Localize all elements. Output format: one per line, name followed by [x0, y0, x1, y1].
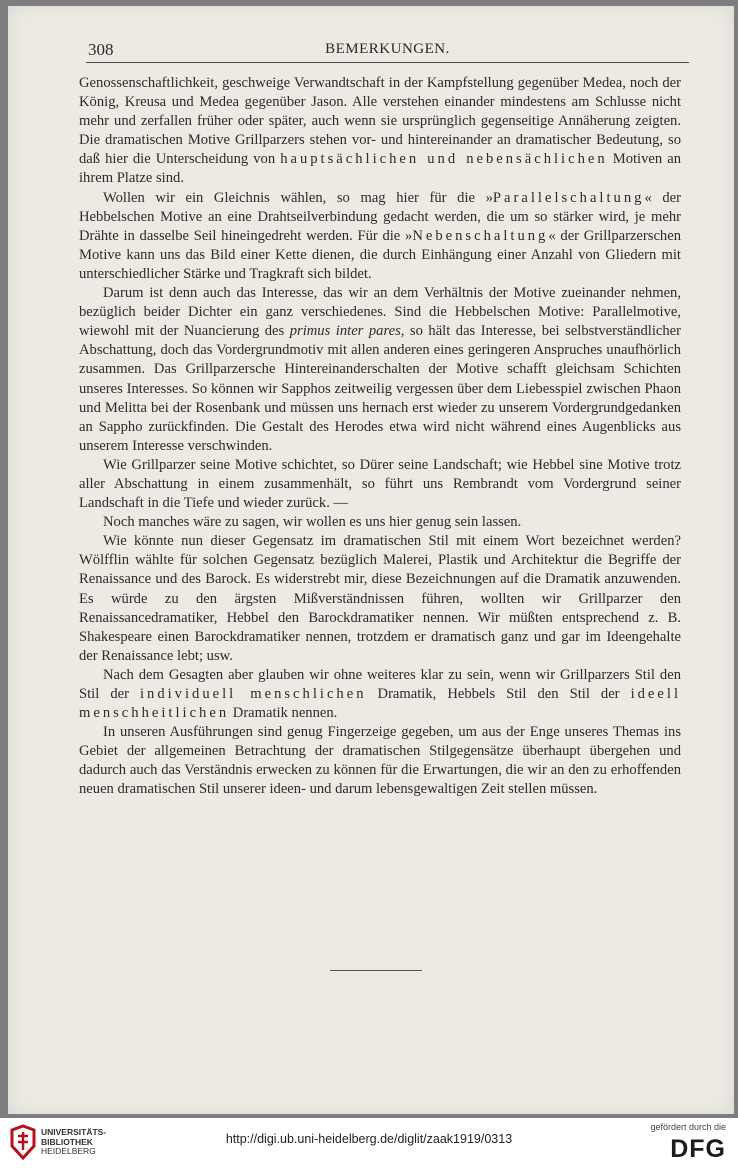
- paragraph-8: In unseren Ausführungen sind genug Fingerzeige gegeben, um aus der Enge unseres Themas ins Gebiet der allgemeinen Betrachtung der dramatischen Stilgegensätze überhaupt übergehen und dadurch auch das Verständnis erwecken zu können für die Erwartungen, die wir an den zu erhoffenden neuen dramatischen Stil unserer ideen- und darum lebensgewaltigen Zeit stellen müssen.: [79, 724, 681, 798]
- paragraph-6: Wie könnte nun dieser Gegensatz im dramatischen Stil mit einem Wort bezeichnet werden? Wölfflin wählte für solchen Gegensatz bezüglich Malerei, Plastik und Architektur die Begriffe der Renaissance und des Barock. Es widerstrebt mir, diese Bezeichnungen auf die Dramatik anzuwenden. Es würde zu den ärgsten Mißverständnissen führen, wollten wir Grillparzer den Renaissancedramatiker, Hebbel den Barockdramatiker nennen. Wir müßten entsprechend z. B. Shakespeare einen Barockdramatiker nennen, trotzdem er dramatisch ganz und gar im Ideengehalte der Renaissance lebt; usw.: [79, 533, 681, 664]
- page-number: 308: [88, 40, 114, 59]
- paragraph-3: Darum ist denn auch das Interesse, das wir an dem Verhältnis der Motive zueinander nehmen, bezüglich beider Dichter ein ganz verschiedenes. Sind die Hebbelschen Motive: Parallelmotive, wiewohl mit der Nuancierung des primus inter pares, so hält das Interesse, bei selbstverständlicher Abschattung, doch das Vordergrundmotiv mit allen anderen eines geringeren Anspruches unaufhörlich zusammen. Das Grillparzersche Hintereinanderschalten der Motive schafft gleichsam Schichten unseres Interesses. So können wir Sapphos zeitweilig vergessen über dem Liebesspiel zwischen Phaon und Melitta bei der Rosenbank und müssen uns hernach erst wieder zu unserem Vordergrundgedanken an Sappho zurückfinden. Die Gestalt des Herodes etwa wird nicht während eines Augenblicks aus unserem Interesse verschwinden.: [79, 285, 682, 454]
- funding-note: gefördert durch die: [650, 1122, 726, 1132]
- paragraph-4: Wie Grillparzer seine Motive schichtet, so Dürer seine Landschaft; wie Hebbel sine Motive trotz aller Abschattung in einem zusammenhält, so führt uns Rembrandt vom Vordergrund seiner Landschaft in die Tiefe und wieder zurück. —: [79, 456, 681, 512]
- library-name: UNIVERSITÄTS- BIBLIOTHEK HEIDELBERG: [41, 1127, 107, 1156]
- permalink-url[interactable]: http://digi.ub.uni-heidelberg.de/diglit/zaak1919/0313: [225, 1132, 513, 1146]
- paragraph-1: Genossenschaftlichkeit, geschweige Verwandtschaft in der Kampfstellung gegenüber Medea, noch der König, Kreusa und Medea gegenüber Jason. Alle verstehen einander mindestens am Schlusse nicht mehr und zerfallen früher oder später, auch wenn sie ursprünglich gegenseitige Annäherung zeigten. Die dramatischen Motive Grillparzers stehen vor- und hintereinander an dramatischer Bedeutung, so daß hier die Unterscheidung von hauptsächlichen und nebensächlichen Motiven an ihrem Platze sind.: [79, 75, 682, 187]
- viewer-footer: [0, 1118, 738, 1168]
- page-header: [86, 40, 689, 63]
- running-title: BEMERKUNGEN.: [325, 41, 450, 57]
- paragraph-7: Nach dem Gesagten aber glauben wir ohne weiteres klar zu sein, wenn wir Grillparzers Stil den Stil der individuell menschlichen Dramatik, Hebbels Stil den Stil der ideell menschheitlichen Dramatik nennen.: [79, 666, 681, 722]
- body-text: [79, 74, 681, 800]
- closing-rule: [330, 970, 422, 971]
- paragraph-2: Wollen wir ein Gleichnis wählen, so mag hier für die »Parallelschaltung« der Hebbelschen Motive an eine Drahtseilverbindung gedacht werden, die um so stärker wird, je mehr Drähte in dasselbe Seil hineingedreht werden. Für die »Nebenschaltung« der Grillparzerschen Motive kann uns das Bild einer Kette dienen, die durch Einhängung einer Anzahl von Gliedern mit unterschiedlicher Stärke und Tragkraft sich bildet.: [79, 189, 682, 282]
- paragraph-5: Noch manches wäre zu sagen, wir wollen es uns hier genug sein lassen.: [103, 514, 522, 531]
- dfg-logo[interactable]: DFG: [670, 1135, 726, 1163]
